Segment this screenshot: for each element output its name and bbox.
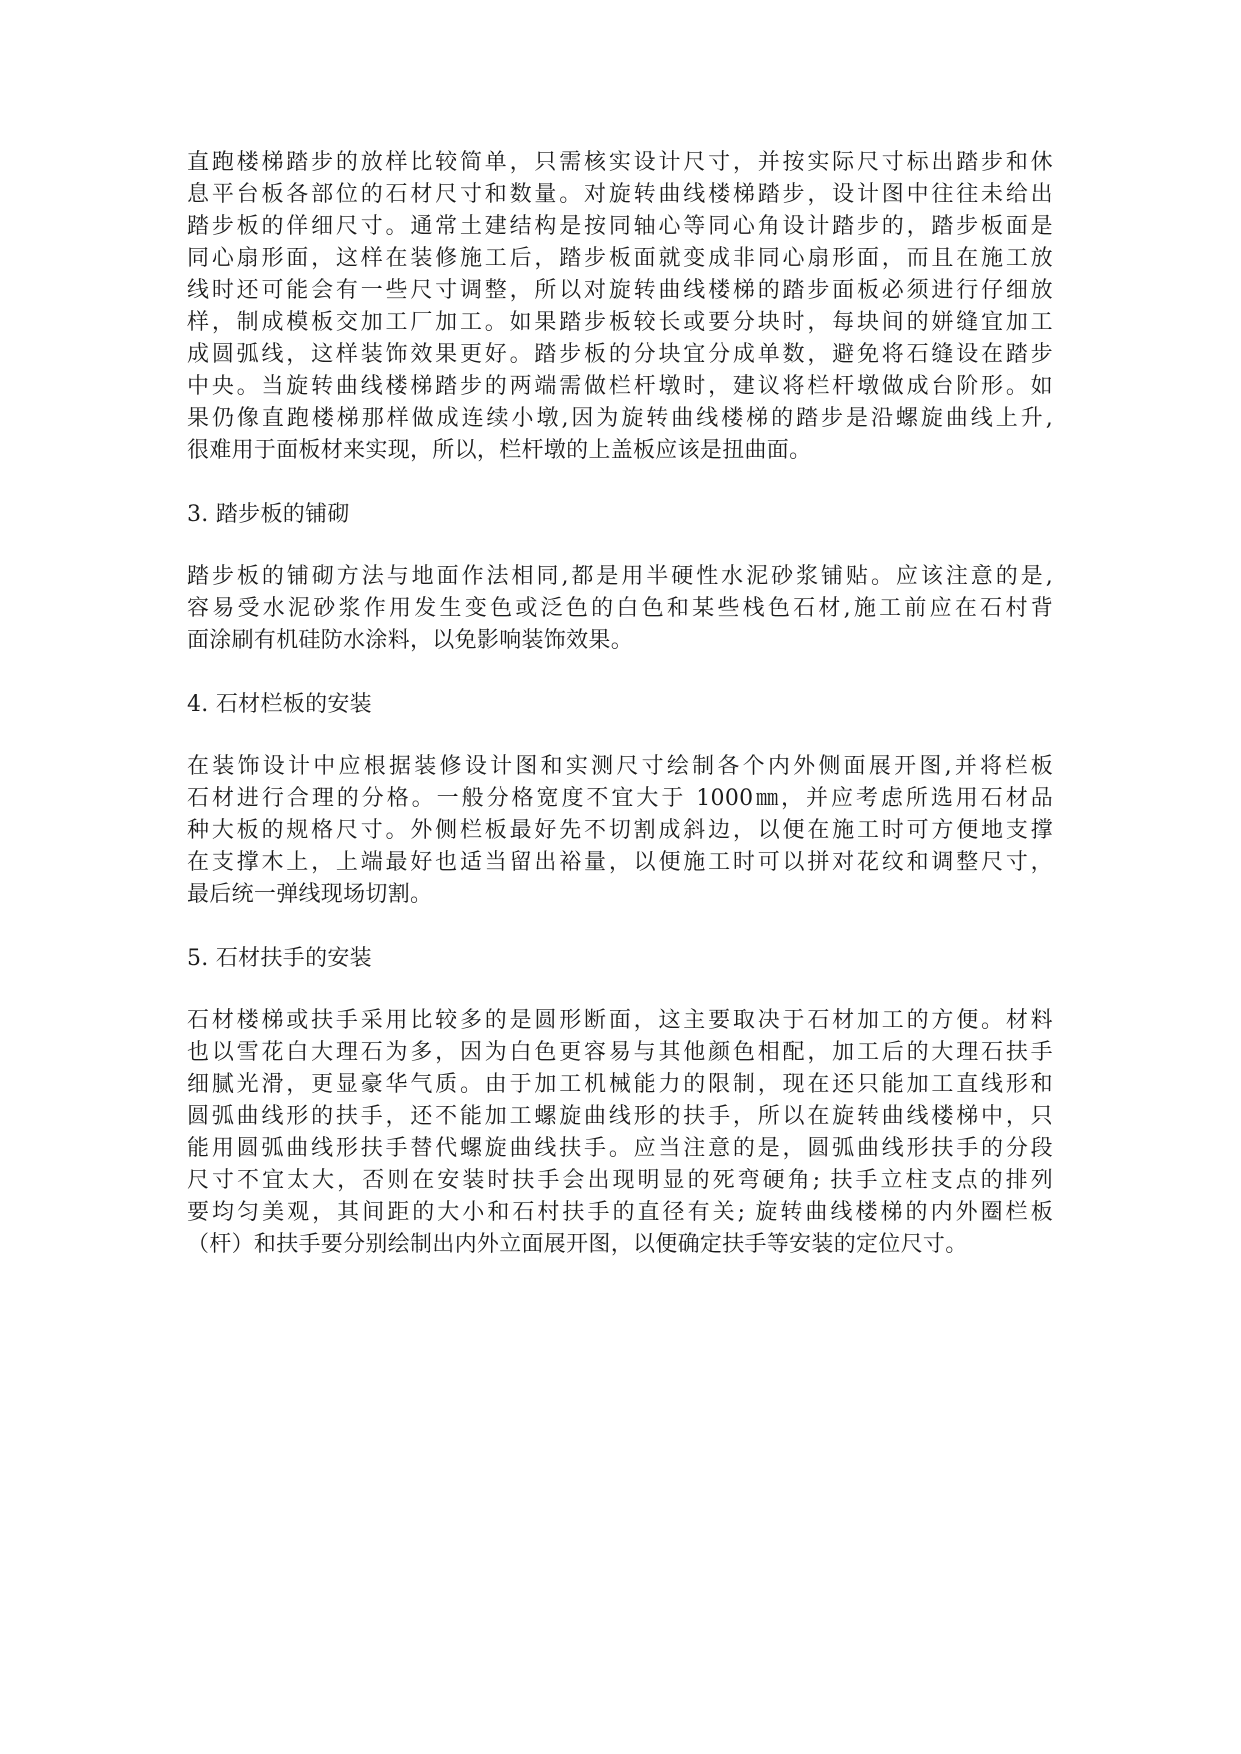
document-page: [187, 147, 1053, 1261]
text-line: 细腻光滑，更显豪华气质。由于加工机械能力的限制，现在还只能加工直线形和: [187, 1072, 1053, 1097]
text-line: 圆弧曲线形的扶手，还不能加工螺旋曲线形的扶手，所以在旋转曲线楼梯中，只: [187, 1104, 1053, 1129]
text-line: 容易受水泥砂浆作用发生变色或泛色的白色和某些栈色石材,施工前应在石村背: [187, 596, 1053, 621]
text-line: （杆）和扶手要分别绘制出内外立面展开图，以便确定扶手等安装的定位尺寸。: [187, 1232, 968, 1257]
text-line: 直跑楼梯踏步的放样比较简单，只需核实设计尺寸，并按实际尺寸标出踏步和休: [187, 150, 1053, 175]
text-line: 在支撑木上，上端最好也适当留出裕量，以便施工时可以拼对花纹和调整尺寸，: [187, 850, 1053, 875]
text-line: 石材楼梯或扶手采用比较多的是圆形断面，这主要取决于石材加工的方便。材料: [187, 1008, 1053, 1033]
text-line: 踏步板的佯细尺寸。通常土建结构是按同轴心等同心角设计踏步的，踏步板面是: [187, 214, 1053, 239]
section-heading-3: 3. 踏步板的铺砌: [187, 502, 350, 527]
text-line: 种大板的规格尺寸。外侧栏板最好先不切割成斜边，以便在施工时可方便地支撑: [187, 818, 1053, 843]
section-heading-5: 5. 石材扶手的安装: [187, 946, 372, 971]
paragraph-balustrade-install: [187, 751, 1053, 911]
text-line: 要均匀美观，其间距的大小和石村扶手的直径有关; 旋转曲线楼梯的内外圈栏板: [187, 1200, 1053, 1225]
text-line: 石材进行合理的分格。一般分格宽度不宜大于 1000㎜，并应考虑所选用石材品: [187, 786, 1053, 811]
paragraph-tread-laying: [187, 561, 1053, 657]
text-line: 能用圆弧曲线形扶手替代螺旋曲线扶手。应当注意的是，圆弧曲线形扶手的分段: [187, 1136, 1053, 1161]
paragraph-handrail-install: [187, 1005, 1053, 1261]
text-line: 样，制成模板交加工厂加工。如果踏步板较长或要分块时，每块间的姘缝宜加工: [187, 310, 1053, 335]
text-line: 在装饰设计中应根据装修设计图和实测尺寸绘制各个内外侧面展开图,并将栏板: [187, 754, 1053, 779]
text-line: 很难用于面板材来实现，所以，栏杆墩的上盖板应该是扭曲面。: [187, 438, 812, 463]
text-line: 息平台板各部位的石材尺寸和数量。对旋转曲线楼梯踏步，设计图中往往未给出: [187, 182, 1053, 207]
paragraph-stair-layout: [187, 147, 1053, 467]
section-heading-4: 4. 石材栏板的安装: [187, 692, 372, 717]
text-line: 也以雪花白大理石为多，因为白色更容易与其他颜色相配，加工后的大理石扶手: [187, 1040, 1053, 1065]
text-line: 果仍像直跑楼梯那样做成连续小墩,因为旋转曲线楼梯的踏步是沿螺旋曲线上升,: [187, 406, 1053, 431]
text-line: 面涂刷有机硅防水涂料，以免影响装饰效果。: [187, 628, 634, 653]
text-line: 线时还可能会有一些尺寸调整，所以对旋转曲线楼梯的踏步面板必须进行仔细放: [187, 278, 1053, 303]
text-line: 踏步板的铺砌方法与地面作法相同,都是用半硬性水泥砂浆铺贴。应该注意的是,: [187, 564, 1053, 589]
text-line: 最后统一弹线现场切割。: [187, 882, 433, 907]
text-line: 同心扇形面，这样在装修施工后，踏步板面就变成非同心扇形面，而且在施工放: [187, 246, 1053, 271]
text-line: 尺寸不宜太大，否则在安装时扶手会出现明显的死弯硬角; 扶手立柱支点的排列: [187, 1168, 1053, 1193]
text-line: 成圆弧线，这样装饰效果更好。踏步板的分块宜分成单数，避免将石缝设在踏步: [187, 342, 1053, 367]
text-line: 中央。当旋转曲线楼梯踏步的两端需做栏杆墩时，建议将栏杆墩做成台阶形。如: [187, 374, 1053, 399]
